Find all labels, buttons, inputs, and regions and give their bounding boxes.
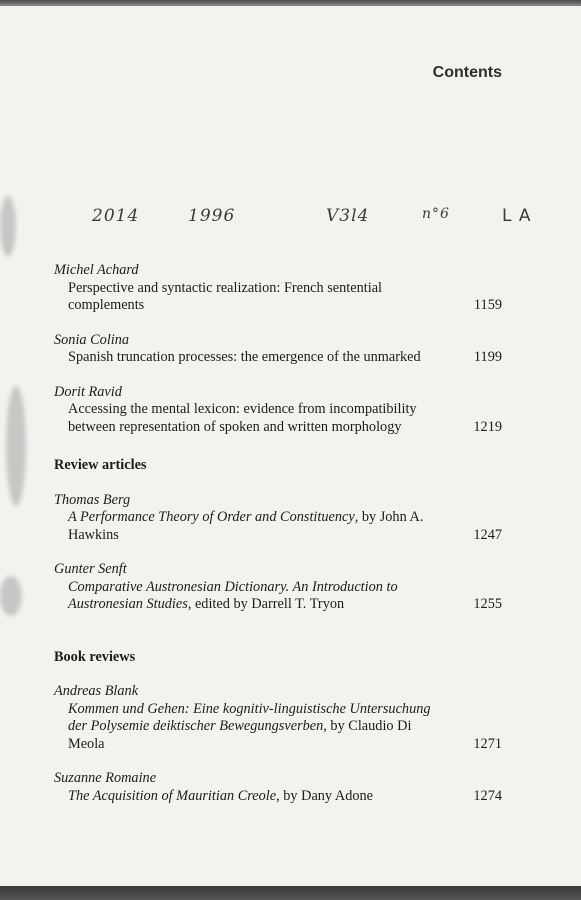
- entry-page: 1199: [473, 349, 502, 365]
- bottom-edge-shadow: [0, 886, 581, 900]
- entry-page: 1247: [473, 526, 502, 543]
- entry-title: Spanish truncation processes: the emergence of the unmarked: [68, 349, 421, 365]
- entry-author: Sonia Colina: [54, 331, 130, 348]
- entry-page: 1159: [473, 297, 502, 313]
- page-smudge: [0, 576, 22, 616]
- book-review-entry: [54, 683, 502, 753]
- entry-title: [54, 509, 502, 544]
- entry-page: 1271: [473, 735, 502, 752]
- work-credit: , by Dany Adone: [276, 787, 373, 804]
- work-credit: , edited by Darrell T. Tryon: [187, 596, 345, 612]
- entry-title: [54, 579, 502, 614]
- work-credit: , by John A. Hawkins: [68, 509, 424, 543]
- entry-author: Suzanne Romaine: [54, 770, 157, 786]
- entry-author: Andreas Blank: [54, 683, 139, 699]
- article-entry: [54, 262, 502, 315]
- entry-author: Thomas Berg: [54, 491, 131, 508]
- page-smudge: [0, 196, 16, 256]
- entry-author: Gunter Senft: [54, 561, 127, 577]
- handwritten-note: 1996: [188, 206, 236, 226]
- contents-list: [54, 262, 502, 805]
- article-entry: [54, 332, 502, 367]
- entry-page: 1274: [473, 787, 502, 804]
- page-smudge: [6, 386, 26, 506]
- entry-author: Michel Achard: [54, 262, 139, 278]
- handwritten-note: 2014: [92, 206, 140, 226]
- entry-title: Perspective and syntactic realization: French sentential complements: [68, 279, 383, 313]
- handwritten-note: L A: [502, 206, 532, 226]
- work-credit: , by Claudio Di Meola: [68, 718, 412, 752]
- work-title: Comparative Austronesian Dictionary. An Introduction to Austronesian Studies: [68, 578, 398, 612]
- handwritten-note: V3l4: [326, 206, 370, 226]
- page-title: Contents: [432, 64, 502, 81]
- book-review-entry: [54, 770, 502, 805]
- section-heading-review-articles: Review articles: [54, 457, 147, 473]
- handwritten-note: n°6: [422, 206, 450, 222]
- review-article-entry: [54, 492, 502, 545]
- work-title: Kommen und Gehen: Eine kognitiv-linguistische Untersuchung der Polysemie deiktischer Bewegungsverben: [68, 700, 431, 734]
- entry-title: [54, 788, 502, 806]
- work-title: A Performance Theory of Order and Constituency: [68, 509, 355, 525]
- section-heading-book-reviews: Book reviews: [54, 648, 136, 665]
- entry-author: Dorit Ravid: [54, 383, 122, 400]
- work-title: The Acquisition of Mauritian Creole: [68, 787, 277, 804]
- review-article-entry: [54, 561, 502, 614]
- article-entry: [54, 384, 502, 437]
- entry-page: 1255: [473, 596, 502, 612]
- entry-title: Accessing the mental lexicon: evidence from incompatibility between representation of spoken and written morphology: [68, 401, 417, 435]
- contents-page: [0, 6, 581, 886]
- entry-page: 1219: [473, 418, 502, 435]
- entry-title: [54, 701, 502, 754]
